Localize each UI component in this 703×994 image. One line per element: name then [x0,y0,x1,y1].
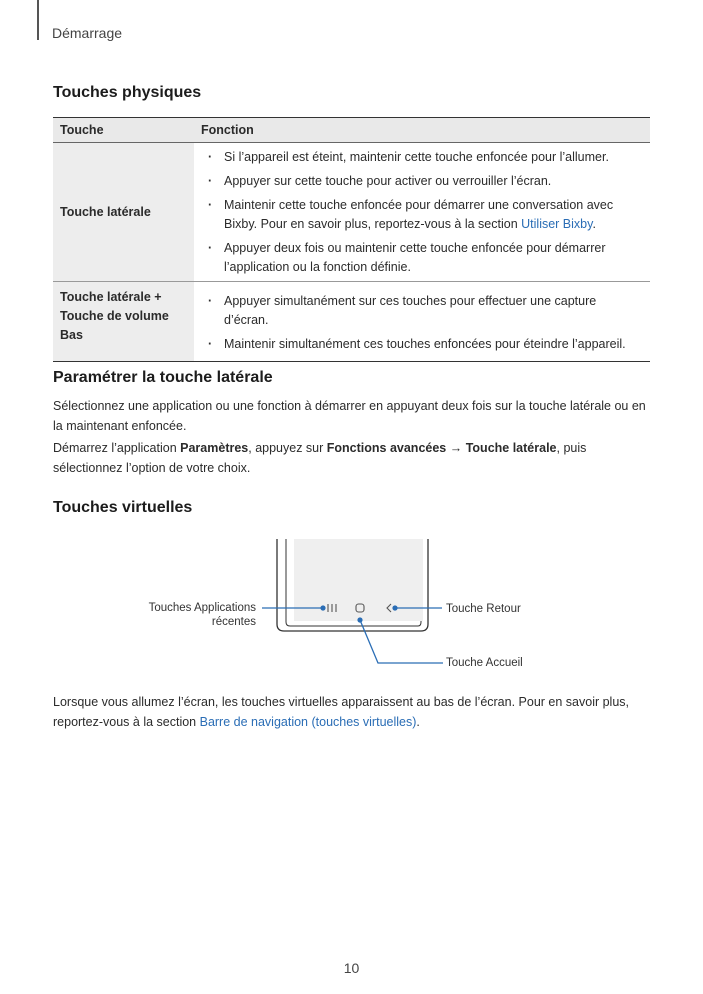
row-key-touche-laterale: Touche latérale [53,143,194,281]
list-item: · Appuyer deux fois ou maintenir cette touche enfoncée pour démarrer l’application ou la fonction définie. [207,239,640,277]
label-touches-recentes: Touches Applications récentes [148,602,256,628]
header-fonction: Fonction [201,123,254,137]
list-item: · Appuyer sur cette touche pour activer ou verrouiller l’écran. [207,172,640,191]
row-key-touche-volume: Touche latérale + Touche de volume Bas [53,282,194,361]
link-barre-navigation[interactable]: Barre de navigation (touches virtuelles) [199,714,417,729]
paragraph-parametrer-2: Démarrez l’application Paramètres, appuyez sur Fonctions avancées → Touche latérale, puis sélectionnez l’option de votre choix. [53,441,587,475]
menu-touche-laterale: Touche latérale [465,441,557,455]
table-header [53,118,650,143]
header-touche: Touche [60,123,104,137]
virtual-keys-diagram [140,536,540,676]
keys-table [53,117,650,362]
heading-parametrer: Paramétrer la touche latérale [53,369,273,386]
section-label: Démarrage [52,25,123,41]
section-marker [37,0,39,40]
list-item: · Maintenir cette touche enfoncée pour démarrer une conversation avec Bixby. Pour en savoir plus, reportez-vous à la section Utiliser Bixby. [207,196,640,234]
page-number: 10 [343,960,360,976]
label-touche-retour: Touche Retour [446,603,521,615]
list-item: · Maintenir simultanément ces touches enfoncées pour éteindre l’appareil. [207,335,640,354]
heading-touches-physiques: Touches physiques [53,84,202,101]
table-row [53,281,650,361]
table-row [53,143,650,281]
bixby-text: Maintenir cette touche enfoncée pour démarrer une conversation avec Bixby. Pour en savoir plus, reportez-vous à la section [224,198,614,231]
paragraph-touches-virtuelles: Lorsque vous allumez l’écran, les touches virtuelles apparaissent au bas de l’écran. Pour en savoir plus, reportez-vous à la section Barre de navigation (touches virtuelles). [53,695,630,729]
menu-fonctions-avancees: Fonctions avancées [326,441,447,455]
list-item: · Si l’appareil est éteint, maintenir cette touche enfoncée pour l’allumer. [207,148,640,167]
paragraph-parametrer-1: Sélectionnez une application ou une fonction à démarrer en appuyant deux fois sur la touche latérale ou en la maintenant enfoncée. [53,399,646,433]
arrow-icon: → [446,441,466,455]
row-functions [194,282,650,361]
label-touche-accueil: Touche Accueil [446,657,523,669]
link-utiliser-bixby[interactable]: Utiliser Bixby [521,217,593,231]
list-item: · Appuyer simultanément sur ces touches pour effectuer une capture d’écran. [207,292,640,330]
heading-touches-virtuelles: Touches virtuelles [53,499,193,516]
row-functions [194,143,650,281]
menu-parametres: Paramètres [180,441,249,455]
